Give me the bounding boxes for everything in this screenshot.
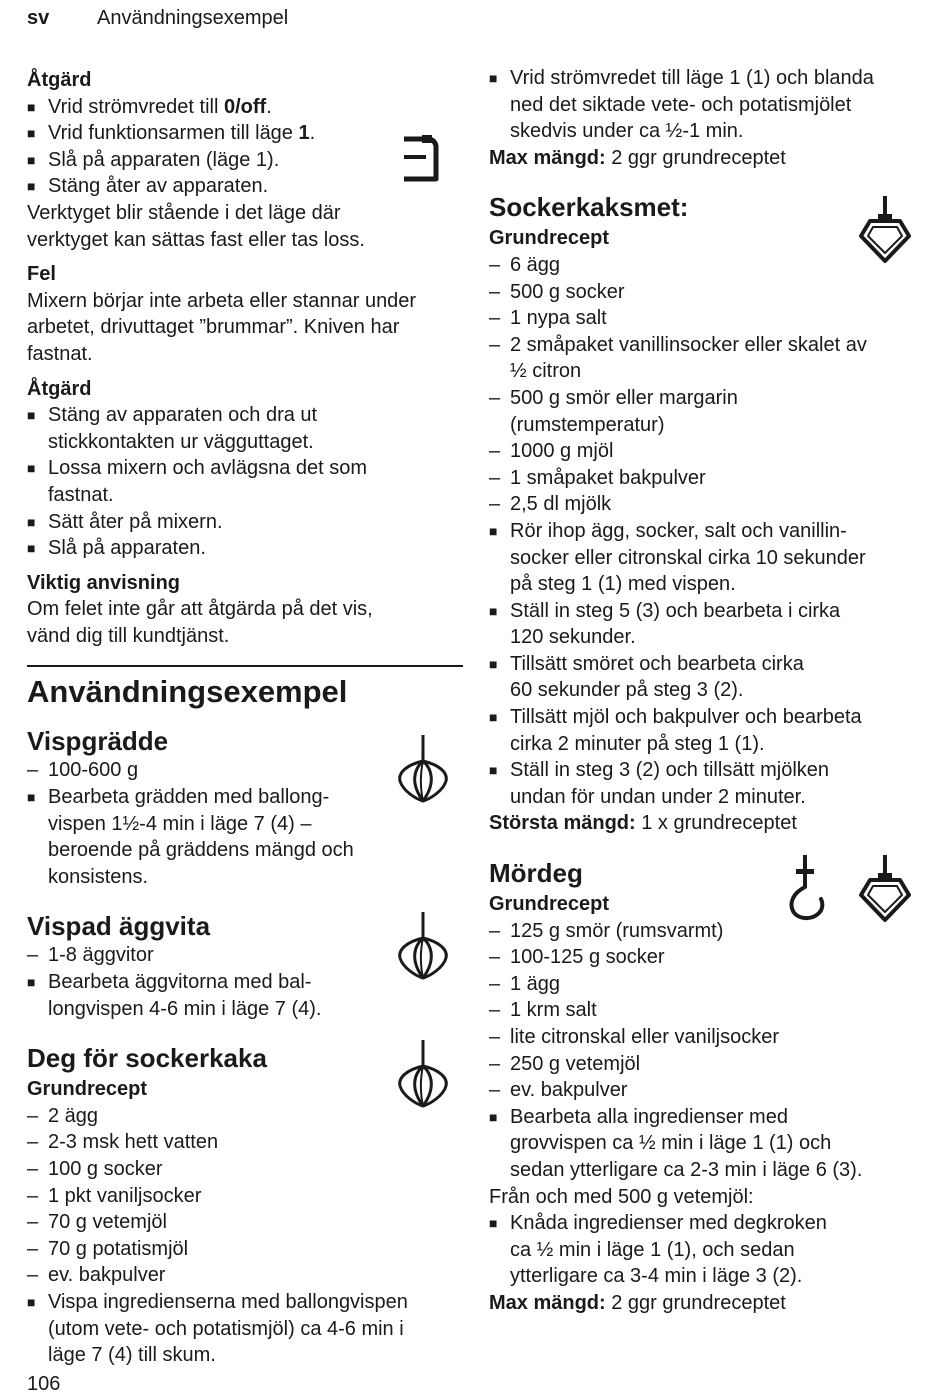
list-item: ■ Bearbeta äggvitorna med bal- longvispen 4-6 min i läge 7 (4). <box>27 971 322 1020</box>
bullet-marker: ■ <box>489 1215 498 1232</box>
list-item: – 1 småpaket bakpulver <box>489 465 924 492</box>
list-item: ■ Tillsätt smöret och bearbeta cirka 60 sekunder på steg 3 (2). <box>489 652 804 702</box>
list-item: ■ Rör ihop ägg, socker, salt och vanillin- socker eller citronskal cirka 10 sekunder på steg 1 (1) med vispen. <box>489 519 866 596</box>
list-item: – 1 pkt vaniljsocker <box>27 1183 463 1210</box>
list-item: ■ Vrid funktionsarmen till läge 1. <box>27 120 463 147</box>
bullet-marker: ■ <box>489 655 498 672</box>
language-code: sv <box>27 7 50 29</box>
list-item: ■ Ställ in steg 5 (3) och bearbeta i cirka 120 sekunder. <box>489 599 841 649</box>
list-item: – 6 ägg <box>489 252 924 279</box>
list-item: ■ Slå på apparaten. <box>27 535 463 562</box>
dash-marker: – <box>27 1158 39 1180</box>
list-item: – lite citronskal eller vaniljsocker <box>489 1024 924 1051</box>
whisk-icon <box>394 912 452 982</box>
bullet-marker: ■ <box>489 602 498 619</box>
lever-position-icon <box>400 133 440 185</box>
list-item: ■ Stäng åter av apparaten. <box>27 173 463 200</box>
mordeg-from-text: Från och med 500 g vetemjöl: <box>489 1185 754 1208</box>
mordeg-steps-2 <box>489 1210 924 1290</box>
dash-marker: – <box>489 493 501 516</box>
bullet-marker: ■ <box>489 1108 498 1125</box>
dash-marker: – <box>489 1052 501 1075</box>
dash-marker: – <box>489 386 501 409</box>
dash-marker: – <box>489 253 501 276</box>
dash-marker: – <box>489 999 501 1022</box>
bullet-marker: ■ <box>27 1293 36 1310</box>
header-section-title: Användningsexempel <box>97 7 289 29</box>
dash-marker: – <box>27 759 39 782</box>
vispgradde-heading: Vispgrädde <box>27 726 169 757</box>
dash-marker: – <box>27 1264 39 1287</box>
list-item: – 250 g vetemjöl <box>489 1051 924 1078</box>
list-item: ■ Ställ in steg 3 (2) och tillsätt mjölken undan för undan under 2 minuter. <box>489 759 830 808</box>
bullet-marker: ■ <box>27 125 36 142</box>
mordeg-ingredients <box>489 918 924 1104</box>
sockerkaka-heading: Deg för sockerkaka <box>27 1043 267 1074</box>
sockerkaka-steps <box>27 1289 463 1369</box>
bullet-marker: ■ <box>489 762 498 779</box>
flat-beater-icon <box>856 855 914 925</box>
sockerkaksmet-heading: Sockerkaksmet: <box>489 192 689 223</box>
atgard-list <box>27 94 463 200</box>
atgard2-label: Åtgärd <box>27 377 92 400</box>
sockerkaka-subheading: Grundrecept <box>27 1078 148 1101</box>
mordeg-heading: Mördeg <box>489 858 583 889</box>
cont-max-line: Max mängd: 2 ggr grundreceptet <box>489 146 786 169</box>
sockerkaksmet-max-line: Största mängd: 1 x grundreceptet <box>489 812 797 835</box>
list-item: – 70 g vetemjöl <box>27 1209 463 1236</box>
list-item: – 100 g socker <box>27 1156 463 1183</box>
list-item: ■ Stäng av apparaten och dra ut stickkontakten ur vägguttaget. <box>27 404 318 453</box>
sockerkaksmet-steps <box>489 518 924 811</box>
list-item: – 500 g smör eller margarin (rumstemperatur) <box>489 386 738 436</box>
dash-marker: – <box>489 919 501 942</box>
list-item: – 100-600 g <box>27 757 463 784</box>
list-item: – 2,5 dl mjölk <box>489 491 924 518</box>
mordeg-steps <box>489 1104 924 1184</box>
dash-marker: – <box>27 1184 39 1207</box>
list-item: ■ Vrid strömvredet till läge 1 (1) och blanda ned det siktade vete- och potatismjölet skedvis under ca ½-1 min. <box>489 67 874 143</box>
dash-marker: – <box>489 440 501 463</box>
dough-hook-icon <box>787 855 827 923</box>
list-item: ■ Lossa mixern och avlägsna det som fastnat. <box>27 457 368 506</box>
list-item: ■ Knåda ingredienser med degkroken ca ½ min i läge 1 (1), och sedan ytterligare ca 3-4 min i läge 3 (2). <box>489 1212 827 1288</box>
bullet-marker: ■ <box>27 407 36 424</box>
cont-steps <box>489 65 924 145</box>
dash-marker: – <box>489 946 501 969</box>
list-item: – 2-3 msk hett vatten <box>27 1129 463 1156</box>
list-item: – ev. bakpulver <box>489 1077 924 1104</box>
atgard-note: Verktyget blir stående i det läge där verktyget kan sättas fast eller tas loss. <box>27 201 365 251</box>
main-heading: Användningsexempel <box>27 665 463 711</box>
dash-marker: – <box>27 1104 39 1127</box>
dash-marker: – <box>27 1237 39 1260</box>
mordeg-max-line: Max mängd: 2 ggr grundreceptet <box>489 1291 786 1314</box>
mordeg-subheading: Grundrecept <box>489 893 610 916</box>
left-column <box>27 65 463 1369</box>
page-header <box>27 5 288 32</box>
aggvita-heading: Vispad äggvita <box>27 911 211 942</box>
list-item: – 1-8 äggvitor <box>27 942 463 969</box>
dash-marker: – <box>27 1131 39 1154</box>
sockerkaka-ingredients <box>27 1103 463 1289</box>
list-item: ■ Slå på apparaten (läge 1). <box>27 147 463 174</box>
list-item: – ev. bakpulver <box>27 1262 463 1289</box>
list-item: ■ Vrid strömvredet till 0/off. <box>27 94 463 121</box>
page-number: 106 <box>27 1373 61 1395</box>
bullet-marker: ■ <box>27 789 36 806</box>
list-item: – 2 ägg <box>27 1103 463 1130</box>
fel-text: Mixern börjar inte arbeta eller stannar under arbetet, drivuttaget ”brummar”. Kniven har fastnat. <box>27 289 417 365</box>
whisk-icon <box>394 735 452 805</box>
dash-marker: – <box>27 1211 39 1234</box>
atgard2-list <box>27 402 463 562</box>
bullet-marker: ■ <box>489 70 498 86</box>
viktig-text: Om felet inte går att åtgärda på det vis, vänd dig till kundtjänst. <box>27 598 373 647</box>
flat-beater-icon <box>856 196 914 266</box>
list-item: – 1 nypa salt <box>489 305 924 332</box>
bullet-marker: ■ <box>27 151 36 168</box>
bullet-marker: ■ <box>27 98 36 115</box>
dash-marker: – <box>489 280 501 303</box>
list-item: – 1000 g mjöl <box>489 438 924 465</box>
list-item: ■ Tillsätt mjöl och bakpulver och bearbeta cirka 2 minuter på steg 1 (1). <box>489 706 862 755</box>
list-item: – 1 krm salt <box>489 997 924 1024</box>
list-item: ■ Sätt åter på mixern. <box>27 509 463 536</box>
list-item: ■ Bearbeta alla ingredienser med grovvispen ca ½ min i läge 1 (1) och sedan ytterligare ca 2-3 min i läge 6 (3). <box>489 1105 863 1181</box>
list-item: – 500 g socker <box>489 279 924 306</box>
bullet-marker: ■ <box>27 513 36 530</box>
dash-marker: – <box>489 307 501 330</box>
list-item: – 1 ägg <box>489 971 924 998</box>
dash-marker: – <box>489 1079 501 1102</box>
bullet-marker: ■ <box>27 460 36 477</box>
dash-marker: – <box>489 972 501 995</box>
atgard-label: Åtgärd <box>27 69 92 91</box>
whisk-icon <box>394 1040 452 1110</box>
viktig-label: Viktig anvisning <box>27 571 180 594</box>
dash-marker: – <box>489 466 501 489</box>
list-item: – 125 g smör (rumsvarmt) <box>489 918 924 945</box>
fel-label: Fel <box>27 263 56 286</box>
bullet-marker: ■ <box>27 974 36 991</box>
list-item: – 70 g potatismjöl <box>27 1236 463 1263</box>
dash-marker: – <box>489 1026 501 1048</box>
bullet-marker: ■ <box>27 178 36 195</box>
dash-marker: – <box>27 944 39 967</box>
list-item: – 100-125 g socker <box>489 944 924 971</box>
bullet-marker: ■ <box>489 709 498 726</box>
bullet-marker: ■ <box>489 522 498 539</box>
bullet-marker: ■ <box>27 540 36 557</box>
list-item: – 2 småpaket vanillinsocker eller skalet av ½ citron <box>489 333 867 383</box>
list-item: ■ Vispa ingredienserna med ballongvispen (utom vete- och potatismjöl) ca 4-6 min i läge 7 (4) till skum. <box>27 1290 408 1367</box>
list-item: ■ Bearbeta grädden med ballong- vispen 1½-4 min i läge 7 (4) – beroende på gräddens mängd och konsistens. <box>27 786 354 888</box>
dash-marker: – <box>489 333 501 356</box>
sockerkaksmet-subheading: Grundrecept <box>489 227 610 250</box>
sockerkaksmet-ingredients <box>489 252 924 518</box>
